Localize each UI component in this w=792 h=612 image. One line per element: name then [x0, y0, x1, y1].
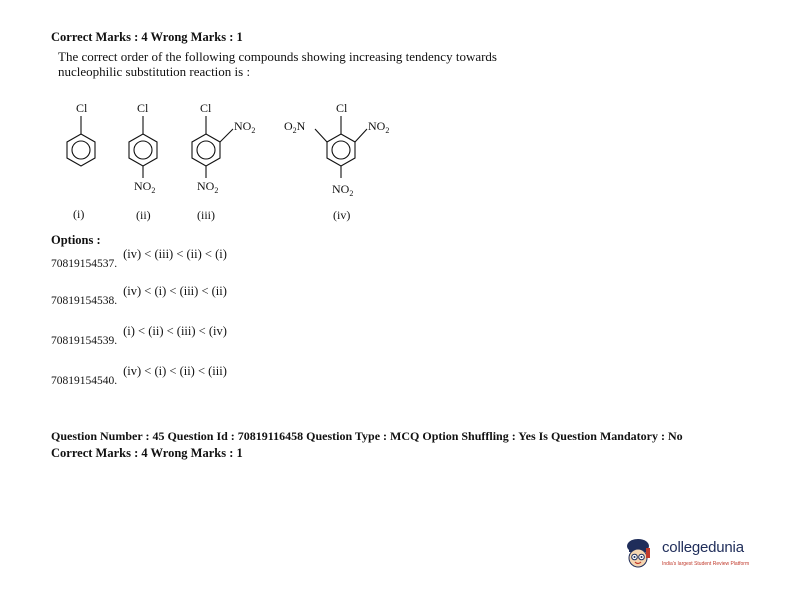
correct-wrong-marks: Correct Marks : 4 Wrong Marks : 1: [51, 30, 243, 44]
option-3-id: 70819154539.: [51, 335, 118, 347]
label-ii: (ii): [136, 208, 151, 222]
option-2-text: (iv) < (i) < (iii) < (ii): [123, 284, 227, 298]
logo-tagline: India's largest Student Review Platform: [662, 561, 750, 567]
no2-para-ii-main: NO: [134, 179, 152, 193]
next-question-meta: Question Number : 45 Question Id : 70819116458 Question Type : MCQ Option Shuffling : Yes Is Question Mandatory : No: [51, 429, 683, 443]
next-question-marks: Correct Marks : 4 Wrong Marks : 1: [51, 446, 243, 460]
no2-ortho-iv-right-main: NO: [368, 119, 386, 133]
option-4[interactable]: [51, 364, 227, 387]
no2-ortho-iii-main: NO: [234, 119, 252, 133]
mascot-icon: [626, 534, 666, 574]
label-i: (i): [73, 207, 85, 221]
option-1[interactable]: [51, 247, 227, 270]
option-4-text: (iv) < (i) < (ii) < (iii): [123, 364, 227, 378]
no2-para-iv-sub: 2: [349, 189, 354, 198]
no2-para-iii-sub: 2: [214, 186, 219, 195]
cl-label-i: Cl: [76, 101, 88, 115]
no2-para-iii-main: NO: [197, 179, 215, 193]
option-1-id: 70819154537.: [51, 258, 118, 270]
no2-ortho-iv-right: [368, 119, 389, 135]
structure-iv: [315, 116, 367, 178]
no2-ortho-iii-sub: 2: [251, 126, 256, 135]
structure-i: [67, 116, 95, 166]
option-2-id: 70819154538.: [51, 295, 118, 307]
label-iv: (iv): [333, 208, 351, 222]
option-1-text: (iv) < (iii) < (ii) < (i): [123, 247, 227, 261]
option-3-text: (i) < (ii) < (iii) < (iv): [123, 324, 227, 338]
option-3[interactable]: [51, 324, 227, 347]
label-iii: (iii): [197, 208, 215, 222]
no2-para-ii-sub: 2: [151, 186, 156, 195]
question-line-2: nucleophilic substitution reaction is :: [58, 64, 251, 79]
option-4-id: 70819154540.: [51, 375, 118, 387]
no2-para-iii: [197, 179, 218, 195]
o2n-n: N: [296, 119, 306, 133]
options-label: Options :: [51, 233, 101, 247]
compound-structures-figure: [40, 98, 420, 233]
logo-wordmark: collegedunia: [662, 539, 744, 556]
no2-para-iv: [332, 182, 353, 198]
question-text: [58, 49, 618, 79]
cl-label-ii: Cl: [137, 101, 149, 115]
o2n-ortho-iv-left: [284, 119, 306, 135]
no2-ortho-iii: [234, 119, 255, 135]
no2-ortho-iv-right-sub: 2: [385, 126, 390, 135]
structure-iii: [192, 116, 233, 178]
option-2[interactable]: [51, 284, 227, 307]
no2-para-iv-main: NO: [332, 182, 350, 196]
o2n-o: O: [284, 119, 293, 133]
structures-svg: [40, 98, 420, 233]
o2n-sub: 2: [292, 126, 297, 135]
cl-label-iii: Cl: [200, 101, 212, 115]
no2-para-ii: [134, 179, 155, 195]
question-line-1: The correct order of the following compounds showing increasing tendency towards: [58, 49, 497, 64]
structure-ii: [129, 116, 157, 178]
cl-label-iv: Cl: [336, 101, 348, 115]
